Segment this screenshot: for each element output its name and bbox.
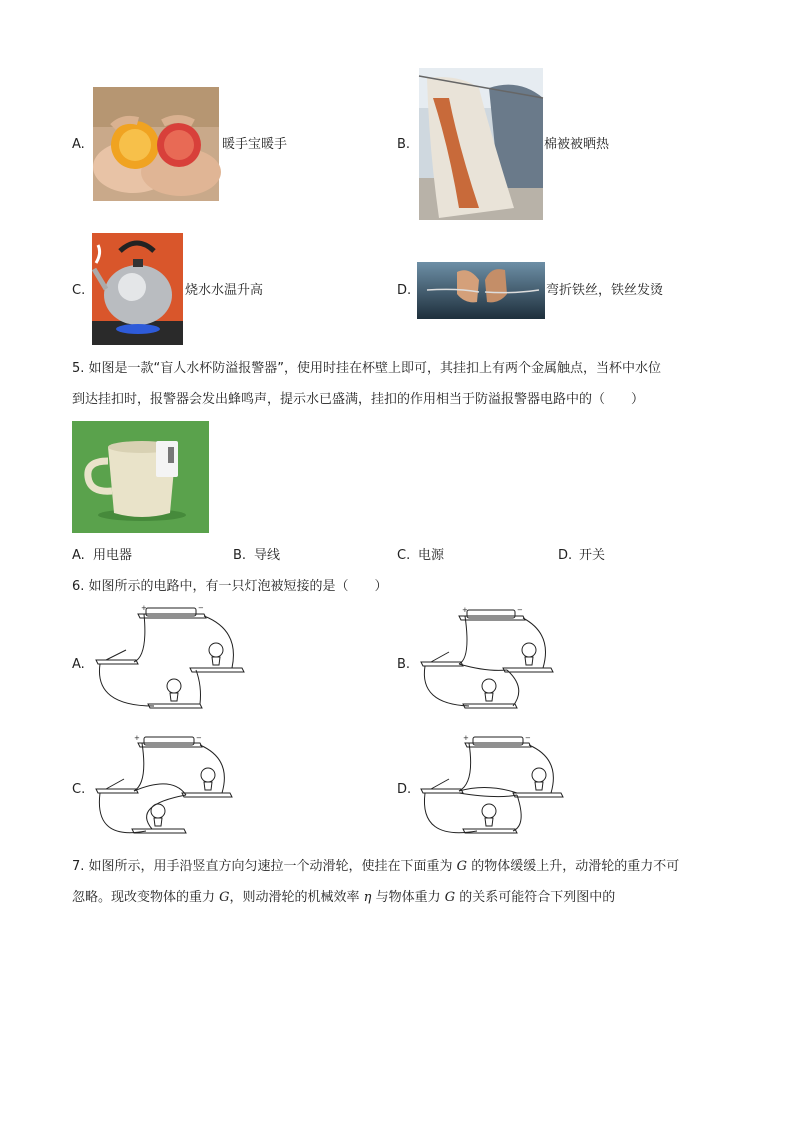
quilt-drying-photo: [419, 68, 543, 220]
kettle-on-stove-photo: [92, 233, 183, 345]
q6-option-a-letter: A.: [72, 657, 85, 672]
q5-option-b-text: 导线: [254, 548, 281, 563]
q4-option-a-letter: A.: [72, 137, 85, 152]
q6-stem: 6. 如图所示的电路中，有一只灯泡被短接的是（ ）: [72, 579, 388, 594]
q5-stem-line2: 到达挂扣时，报警器会发出蜂鸣声，提示水已盛满，挂扣的作用相当于防溢报警器电路中的（ ）: [72, 392, 645, 407]
circuit-diagram-a: [92, 606, 244, 718]
q6-option-b-letter: B.: [397, 657, 411, 672]
q7-line1-part1: 7. 如图所示，用手沿竖直方向匀速拉一个动滑轮，使挂在下面重为: [72, 859, 457, 874]
q4-option-c-letter: C.: [72, 283, 86, 298]
q4-option-b-text: 棉被被晒热: [544, 137, 610, 152]
q4-option-d-text: 弯折铁丝，铁丝发烫: [546, 283, 664, 298]
q7-symbol-g: G: [219, 890, 230, 905]
q4-option-d-letter: D.: [397, 283, 412, 298]
q6-option-d-letter: D.: [397, 782, 412, 797]
q5-option-c-text: 电源: [418, 548, 445, 563]
circuit-diagram-b: [417, 608, 555, 718]
q7-symbol-g: G: [444, 890, 456, 905]
q7-stem-line1: [72, 859, 679, 875]
svg-text:+: +: [141, 604, 147, 612]
svg-text:−: −: [525, 734, 531, 742]
hand-warmer-photo: [93, 87, 219, 201]
q7-line1-part2: 的物体缓缓上升，动滑轮的重力不可: [467, 859, 680, 874]
q5-option-d-text: 开关: [579, 548, 606, 563]
q5-option-c-letter: C.: [397, 548, 411, 563]
q5-stem-line1: 5. 如图是一款“盲人水杯防溢报警器”，使用时挂在杯壁上即可，其挂扣上有两个金属触点，当杯中水位: [72, 361, 662, 376]
q5-option-b-letter: B.: [233, 548, 247, 563]
svg-text:+: +: [462, 606, 468, 614]
svg-text:−: −: [517, 606, 523, 614]
cup-alarm-photo: [72, 421, 209, 533]
svg-text:+: +: [463, 734, 469, 742]
q7-line2-part1: 忽略。现改变物体的重力: [72, 890, 220, 905]
svg-text:+: +: [134, 734, 140, 742]
q4-option-a-text: 暖手宝暖手: [222, 137, 288, 152]
q6-option-c-letter: C.: [72, 782, 86, 797]
circuit-diagram-c: [92, 735, 234, 845]
q7-stem-line2: [72, 890, 615, 906]
svg-text:−: −: [196, 734, 202, 742]
q5-option-a-letter: A.: [72, 548, 85, 563]
q7-line2-part3: 与物体重力: [371, 890, 445, 905]
q7-symbol-eta: η: [363, 890, 372, 905]
circuit-diagram-d: [417, 735, 563, 845]
q5-option-a-text: 用电器: [93, 548, 133, 563]
q7-symbol-g: G: [456, 859, 468, 874]
bending-wire-photo: [417, 262, 545, 319]
svg-text:−: −: [198, 604, 204, 612]
q4-option-c-text: 烧水水温升高: [185, 283, 264, 298]
q7-line2-part4: 的关系可能符合下列图中的: [455, 890, 616, 905]
q7-line2-part2: ，则动滑轮的机械效率: [229, 890, 364, 905]
q4-option-b-letter: B.: [397, 137, 411, 152]
q5-option-d-letter: D.: [558, 548, 573, 563]
